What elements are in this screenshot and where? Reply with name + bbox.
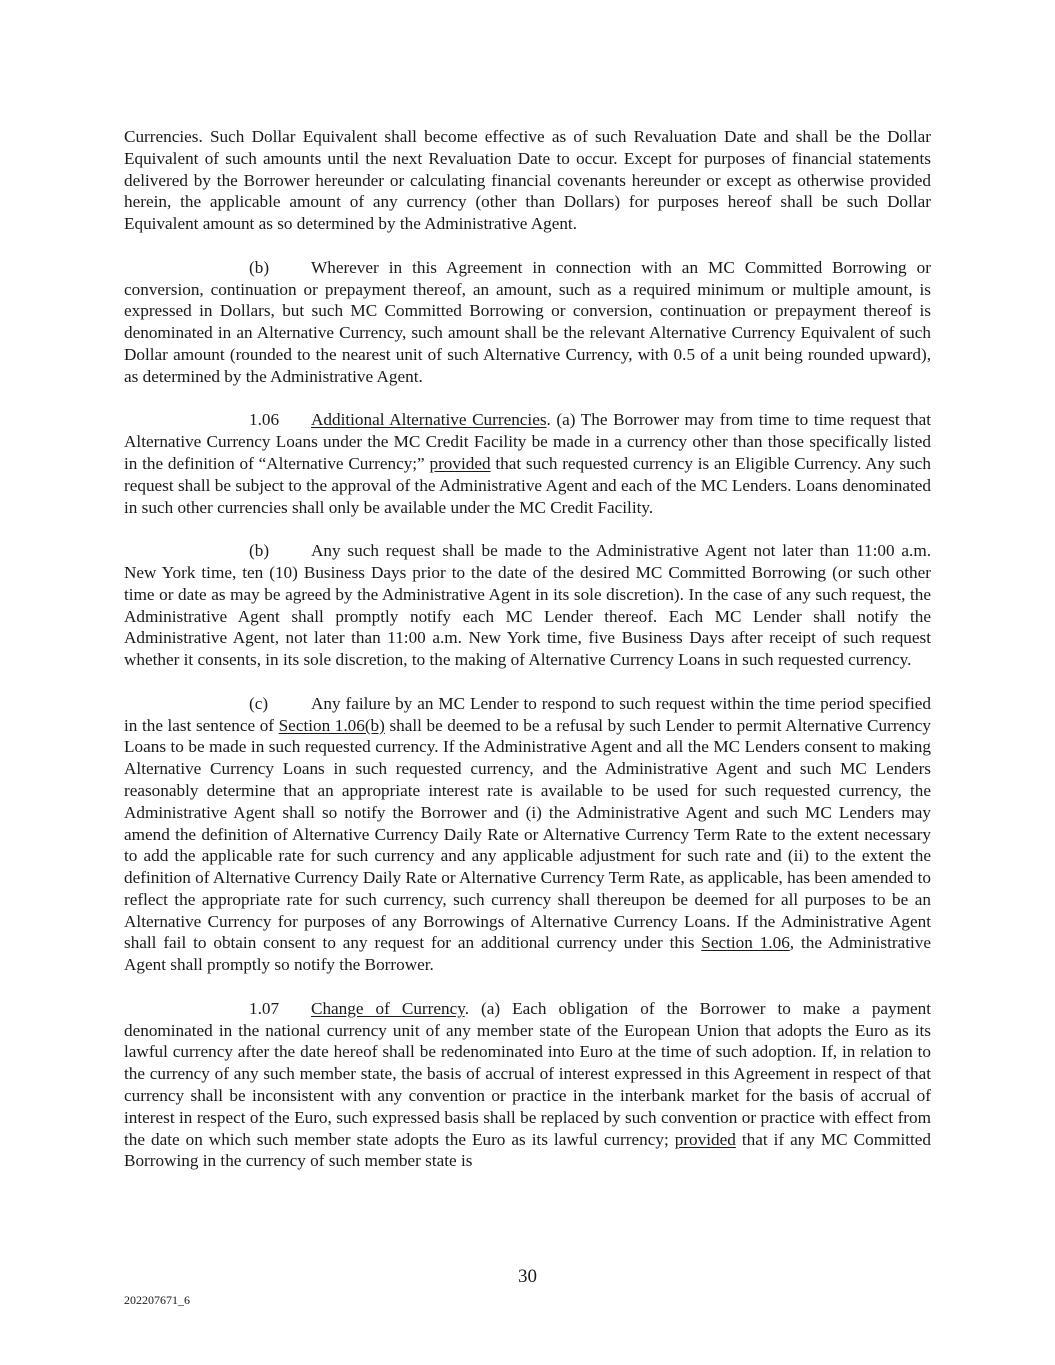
paragraph-text: Any failure by an MC Lender to respond to such request within the time period specified in the last sentence of	[124, 693, 931, 735]
paragraph-text: . (a) The Borrower may from time to time request that Alternative Currency Loans under the MC Credit Facility be made in a currency other than those specifically listed in the definition of “Alternative Currency;”	[124, 410, 931, 473]
clause-label: (b)	[249, 257, 270, 277]
clause-label: (c)	[249, 693, 269, 713]
paragraph-continuation	[124, 126, 931, 235]
provided-term: provided	[674, 1129, 736, 1149]
page-number: 30	[518, 1266, 537, 1287]
paragraph-text: that such requested currency is an Eligible Currency. Any such request shall be subject to the approval of the Administrative Agent and each of the MC Lenders. Loans denominated in such other currencies shall only be available under the MC Credit Facility.	[124, 453, 931, 517]
paragraph-1-06-b	[124, 540, 931, 671]
paragraph-text: that if any MC Committed Borrowing in the currency of such member state is	[124, 1129, 931, 1171]
document-body	[124, 126, 931, 1194]
document-id: 202207671_6	[124, 1293, 190, 1307]
section-reference: Section 1.06(b)	[278, 715, 385, 735]
paragraph-text: Currencies. Such Dollar Equivalent shall become effective as of such Revaluation Date and shall be the Dollar Equivalent of such amounts until the next Revaluation Date to occur. Except for purposes of financial statements delivered by the Borrower hereunder or calculating financial covenants hereunder or except as otherwise provided herein, the applicable amount of any currency (other than Dollars) for purposes hereof shall be such Dollar Equivalent amount as so determined by the Administrative Agent.	[124, 127, 931, 234]
section-number: 1.07	[249, 998, 280, 1018]
provided-term: provided	[429, 453, 491, 473]
paragraph-text: Wherever in this Agreement in connection with an MC Committed Borrowing or conversion, continuation or prepayment thereof, an amount, such as a required minimum or multiple amount, is expressed in Dollars, but such MC Committed Borrowing or conversion, continuation or prepayment thereof is denominated in an Alternative Currency, such amount shall be the relevant Alternative Currency Equivalent of such Dollar amount (rounded to the nearest unit of such Alternative Currency, with 0.5 of a unit being rounded upward), as determined by the Administrative Agent.	[124, 257, 931, 386]
paragraph-text: shall be deemed to be a refusal by such Lender to permit Alternative Currency Loans to be made in such requested currency. If the Administrative Agent and all the MC Lenders consent to making Alternative Currency Loans in such requested currency, and the Administrative Agent and such MC Lenders reasonably determine that an appropriate interest rate is available to be used for such requested currency, the Administrative Agent shall so notify the Borrower and (i) the Administrative Agent and such MC Lenders may amend the definition of Alternative Currency Daily Rate or Alternative Currency Term Rate to the extent necessary to add the applicable rate for such currency and any applicable adjustment for such rate and (ii) to the extent the definition of Alternative Currency Daily Rate or Alternative Currency Term Rate, as applicable, has been amended to reflect the appropriate rate for such currency, such currency shall thereupon be deemed for all purposes to be an Alternative Currency for purposes of any Borrowings of Alternative Currency Loans. If the Administrative Agent shall fail to obtain consent to any request for an additional currency under this	[124, 715, 932, 953]
section-number: 1.06	[249, 410, 280, 430]
paragraph-text: . (a) Each obligation of the Borrower to make a payment denominated in the national currency unit of any member state of the European Union that adopts the Euro as its lawful currency after the date hereof shall be redenominated into Euro at the time of such adoption. If, in relation to the currency of any such member state, the basis of accrual of interest expressed in this Agreement in respect of that currency shall be inconsistent with any convention or practice in the interbank market for the basis of accrual of interest in respect of the Euro, such expressed basis shall be replaced by such convention or practice with effect from the date on which such member state adopts the Euro as its lawful currency;	[124, 998, 932, 1149]
section-reference: Section 1.06	[701, 933, 790, 953]
paragraph-text: , the Administrative Agent shall promptly so notify the Borrower.	[124, 933, 931, 975]
section-heading: Additional Alternative Currencies	[311, 410, 547, 430]
paragraph-text: Any such request shall be made to the Administrative Agent not later than 11:00 a.m. New York time, ten (10) Business Days prior to the date of the desired MC Committed Borrowing (or such other time or date as may be agreed by the Administrative Agent in its sole discretion). In the case of any such request, the Administrative Agent shall promptly notify each MC Lender thereof. Each MC Lender shall notify the Administrative Agent, not later than 11:00 a.m. New York time, five Business Days after receipt of such request whether it consents, in its sole discretion, to the making of Alternative Currency Loans in such requested currency.	[124, 541, 931, 670]
section-heading: Change of Currency	[311, 998, 465, 1018]
paragraph-1-05-b	[124, 257, 931, 388]
section-1-07	[124, 998, 931, 1172]
section-1-06	[124, 409, 931, 518]
clause-label: (b)	[249, 541, 270, 561]
paragraph-1-06-c	[124, 693, 931, 976]
